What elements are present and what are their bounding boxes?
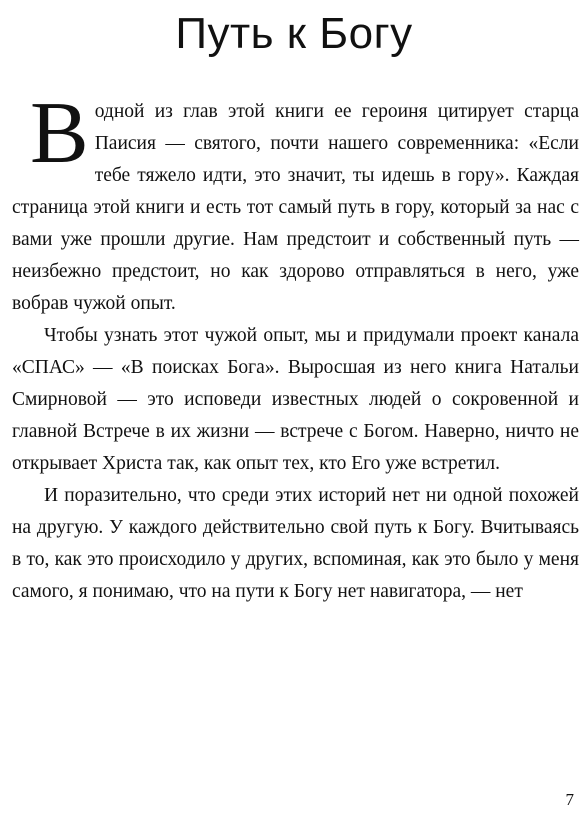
chapter-title: Путь к Богу [175, 9, 413, 58]
article-body [12, 85, 579, 608]
drop-cap-letter: В [30, 85, 89, 182]
page-number: 7 [565, 790, 574, 809]
paragraph-1-text: одной из глав этой книги ее героиня цитирует старца Паисия — святого, почти нашего современника: «Если тебе тяжело идти, это значит, ты идешь в гору». Каждая страница этой книги и есть тот самый путь в гору, который за нас с вами уже прошли другие. Нам предстоит и собственный путь — неизбежно предстоит, но как здорово отправляться в него, уже вобрав чужой опыт. [12, 101, 579, 314]
paragraph-1 [12, 85, 579, 320]
paragraph-3: И поразительно, что среди этих историй нет ни одной похожей на другую. У каждого действительно свой путь к Богу. Вчитываясь в то, как это происходило у других, вспоминая, как это было у меня самого, я понимаю, что на пути к Богу нет навигатора, — нет [12, 485, 579, 602]
paragraph-2: Чтобы узнать этот чужой опыт, мы и придумали проект канала «СПАС» — «В поисках Бога». Выросшая из него книга Натальи Смирновой — это исповеди известных людей о сокровенной и главной Встрече в их жизни — встрече с Богом. Наверно, ничто не открывает Христа так, как опыт тех, кто Его уже встретил. [12, 325, 579, 474]
